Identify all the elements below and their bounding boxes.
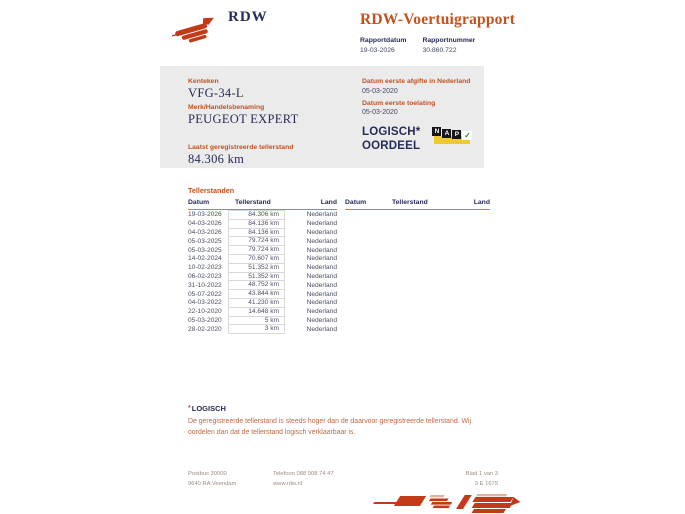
- afgifte-label: Datum eerste afgifte in Nederland: [362, 78, 471, 85]
- cell-land: Nederland: [306, 299, 337, 307]
- cell-tellerstand: 3 km: [228, 324, 285, 334]
- tellerstanden-section: [188, 186, 490, 334]
- cell-land: Nederland: [306, 316, 337, 324]
- kenteken-label: Kenteken: [188, 78, 219, 85]
- cell-tellerstand: 48.752 km: [228, 280, 285, 290]
- nap-letter-p: P: [452, 130, 461, 139]
- cell-land: Nederland: [306, 228, 337, 236]
- cell-tellerstand: 5 km: [228, 316, 285, 326]
- rdw-feather-icon: [172, 14, 224, 48]
- cell-tellerstand: 51.352 km: [228, 263, 285, 273]
- report-title: RDW-Voertuigrapport: [360, 11, 516, 28]
- cell-land: Nederland: [306, 281, 337, 289]
- rdw-wing-icon: [366, 493, 528, 514]
- merk-label: Merk/Handelsbenaming: [188, 104, 265, 111]
- col-header-datum: Datum: [345, 199, 367, 206]
- cell-land: Nederland: [306, 255, 337, 263]
- laatste-tellerstand-label: Laatst geregistreerde tellerstand: [188, 144, 294, 151]
- cell-datum: 05-03-2025: [188, 237, 222, 245]
- report-date-field: [360, 37, 406, 54]
- afgifte-value: 05-03-2020: [362, 87, 398, 95]
- oordeel-text: LOGISCH* OORDEEL: [362, 126, 421, 152]
- table-header: [345, 199, 490, 210]
- footer-contact: Telefoon 088 008 74 47 www.rdw.nl: [273, 471, 334, 487]
- cell-datum: 22-10-2020: [188, 308, 222, 316]
- cell-land: Nederland: [306, 308, 337, 316]
- cell-tellerstand: 41.230 km: [228, 298, 285, 308]
- table-header: [188, 199, 337, 210]
- col-header-land: Land: [320, 199, 337, 206]
- laatste-tellerstand-value: 84.306 km: [188, 152, 245, 166]
- report-header: [360, 11, 515, 54]
- nap-letter-a: A: [442, 129, 451, 138]
- tellerstanden-table-right: [345, 199, 490, 334]
- vehicle-id-block: [188, 77, 353, 170]
- nap-letter-n: N: [432, 127, 441, 136]
- cell-datum: 05-03-2025: [188, 246, 222, 254]
- cell-tellerstand: 43.844 km: [228, 289, 285, 299]
- cell-tellerstand: 14.648 km: [228, 307, 285, 317]
- tellerstanden-table-left: [188, 199, 337, 334]
- footer-page-info: [466, 469, 498, 489]
- footnote-title: *LOGISCH: [188, 404, 226, 413]
- cell-land: Nederland: [306, 246, 337, 254]
- footnote-text: De geregistreerde tellerstand is steeds hoger dan de daarvoor geregistreerde tellerstand. Wij oordelen dan dat de tellerstand logisch verklaarbaar is.: [188, 418, 472, 436]
- cell-tellerstand: 70.607 km: [228, 254, 285, 264]
- nap-logo: [432, 127, 472, 147]
- cell-tellerstand: 79.724 km: [228, 245, 285, 255]
- report-date-label: Rapportdatum: [360, 37, 407, 44]
- tellerstanden-title: Tellerstanden: [188, 186, 235, 195]
- vehicle-summary-panel: [160, 66, 484, 168]
- cell-land: Nederland: [306, 325, 337, 333]
- cell-land: Nederland: [306, 211, 337, 219]
- nap-checkmark-icon: ✓: [464, 131, 471, 140]
- cell-tellerstand: 84.136 km: [228, 219, 285, 229]
- cell-tellerstand: 51.352 km: [228, 272, 285, 282]
- oordeel-block: [362, 125, 477, 153]
- vehicle-dates-block: [362, 77, 477, 153]
- report-number-value: 30.860.722: [422, 46, 457, 54]
- rdw-wing-graphic: [366, 493, 528, 514]
- cell-tellerstand: 79.724 km: [228, 236, 285, 246]
- toelating-label: Datum eerste toelating: [362, 99, 436, 107]
- footer-address: Postbus 30000 9640 RA Veendam: [188, 471, 237, 487]
- col-header-datum: Datum: [188, 199, 210, 206]
- col-header-land: Land: [473, 199, 490, 206]
- table-row: [188, 324, 337, 334]
- cell-datum: 04-03-2026: [188, 228, 222, 236]
- rdw-logo: [172, 10, 268, 48]
- cell-datum: 31-10-2022: [188, 281, 222, 289]
- cell-datum: 19-03-2026: [188, 211, 222, 219]
- cell-land: Nederland: [306, 264, 337, 272]
- cell-datum: 14-02-2024: [188, 255, 222, 263]
- page-footer: [188, 469, 498, 489]
- report-number-label: Rapportnummer: [422, 37, 476, 44]
- cell-tellerstand: 84.136 km: [228, 228, 285, 238]
- page-number: Blad 1 van 3: [465, 471, 498, 477]
- report-date-value: 19-03-2026: [360, 46, 395, 54]
- col-header-tellerstand: Tellerstand: [235, 199, 271, 206]
- form-code: 3 E 1679: [474, 481, 498, 487]
- cell-land: Nederland: [306, 237, 337, 245]
- cell-datum: 10-02-2023: [188, 264, 222, 272]
- cell-datum: 06-02-2023: [188, 272, 222, 280]
- col-header-tellerstand: Tellerstand: [392, 199, 428, 206]
- logisch-footnote: [188, 404, 472, 438]
- toelating-value: 05-03-2020: [362, 109, 398, 116]
- report-meta: [360, 37, 515, 54]
- cell-datum: 28-02-2020: [188, 325, 222, 333]
- cell-datum: 04-03-2022: [188, 299, 222, 307]
- meter-table-body: [188, 210, 337, 334]
- rdw-logo-text: RDW: [228, 9, 268, 25]
- kenteken-value: VFG-34-L: [188, 86, 244, 100]
- merk-value: PEUGEOT EXPERT: [188, 112, 299, 126]
- footnote-asterisk: *: [188, 405, 191, 412]
- cell-datum: 05-07-2022: [188, 290, 222, 298]
- cell-land: Nederland: [306, 272, 337, 280]
- cell-tellerstand: 84.306 km: [228, 210, 285, 220]
- cell-land: Nederland: [306, 290, 337, 298]
- cell-datum: 05-03-2020: [188, 316, 222, 324]
- cell-datum: 04-03-2026: [188, 220, 222, 228]
- report-number-field: [422, 37, 475, 54]
- cell-land: Nederland: [306, 220, 337, 228]
